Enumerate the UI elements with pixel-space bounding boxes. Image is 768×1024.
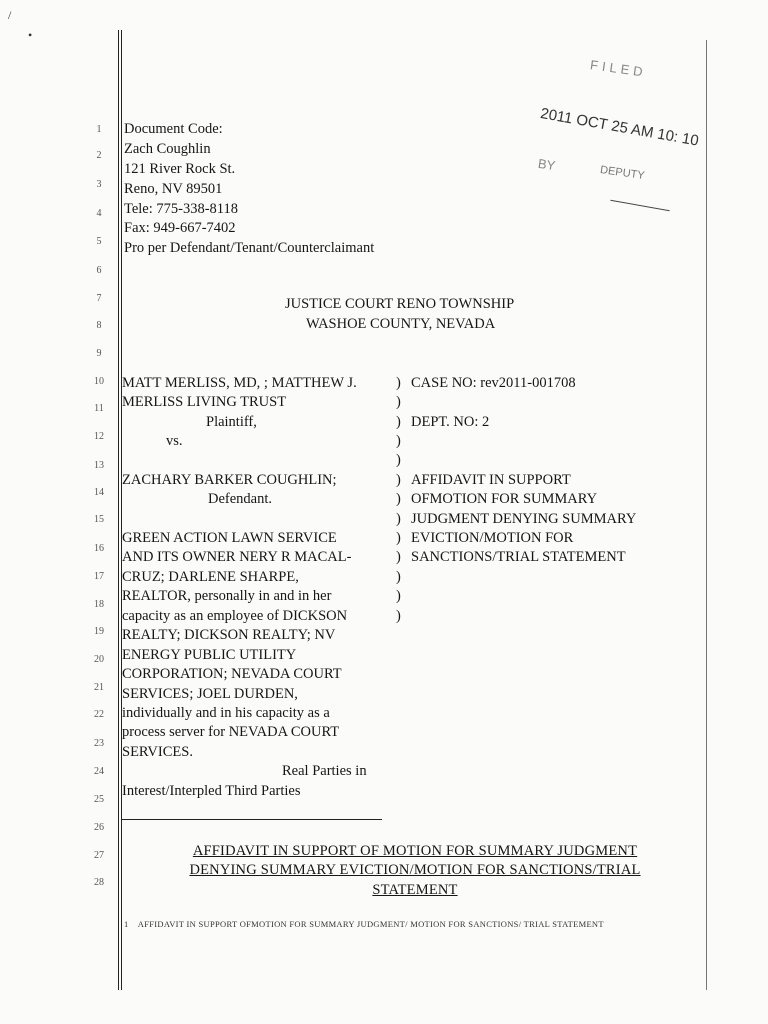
left-margin-rule [118,30,119,990]
dept-number: DEPT. NO: 2 [411,414,490,430]
stray-dot: • [28,28,33,42]
court-name: JUSTICE COURT RENO TOWNSHIP [285,296,515,312]
left-margin-rule-2 [121,30,122,990]
header-line: Zach Coughlin [124,141,211,157]
paren: ) [396,472,401,488]
line-number: 9 [96,348,102,359]
line-number: 3 [96,179,102,190]
paren: ) [396,452,401,468]
paren: ) [396,491,401,507]
line-number: 17 [94,571,104,582]
line-number: 7 [96,293,102,304]
party-line: Plaintiff, [206,414,257,430]
line-number: 20 [94,654,104,665]
party-line: CORPORATION; NEVADA COURT [122,666,342,682]
paren: ) [396,394,401,410]
paren: ) [396,414,401,430]
party-line: SERVICES; JOEL DURDEN, [122,686,298,702]
document-title-line-2: DENYING SUMMARY EVICTION/MOTION FOR SANCTIONS/TRIAL [189,862,641,878]
document-title-line: AFFIDAVIT IN SUPPORT [411,472,571,488]
line-number: 19 [94,626,104,637]
stray-mark: / [8,8,12,22]
paren: ) [396,588,401,604]
page-footer [124,918,704,930]
line-number: 16 [94,543,104,554]
line-number: 12 [94,431,104,442]
document-title-line-1: AFFIDAVIT IN SUPPORT OF MOTION FOR SUMMARY JUDGMENT [192,843,638,859]
party-line: vs. [166,433,183,449]
line-number: 8 [96,320,102,331]
party-line: capacity as an employee of DICKSON [122,608,348,624]
party-line: GREEN ACTION LAWN SERVICE [122,530,337,546]
footer-text: AFFIDAVIT IN SUPPORT OFMOTION FOR SUMMARY JUDGMENT/ MOTION FOR SANCTIONS/ TRIAL STATEMENT [137,919,604,929]
line-number: 15 [94,514,104,525]
paren: ) [396,549,401,565]
document-title-line: SANCTIONS/TRIAL STATEMENT [411,549,626,565]
stamp-filed-text: FILED [589,57,648,80]
header-line: Fax: 949-667-7402 [124,220,236,236]
stamp-by-text: BY [537,155,557,174]
line-number: 10 [94,376,104,387]
stamp-date: 2011 OCT 25 AM 10: 10 [539,105,700,150]
paren: ) [396,608,401,624]
paren: ) [396,375,401,391]
line-number: 21 [94,682,104,693]
stamp-underline [610,200,669,211]
header-line: Document Code: [124,121,223,137]
line-number: 25 [94,794,104,805]
paren: ) [396,511,401,527]
line-number: 14 [94,487,104,498]
case-number: CASE NO: rev2011-001708 [411,375,576,391]
party-line: ENERGY PUBLIC UTILITY [122,647,297,663]
line-number: 22 [94,709,104,720]
line-number: 11 [94,403,104,414]
line-number: 24 [94,766,104,777]
line-number: 27 [94,850,104,861]
party-line: REALTY; DICKSON REALTY; NV [122,627,336,643]
party-line: CRUZ; DARLENE SHARPE, [122,569,299,585]
line-number: 28 [94,877,104,888]
line-number: 6 [96,265,102,276]
paren: ) [396,530,401,546]
caption-bottom-rule [122,819,382,820]
document-title-line: JUDGMENT DENYING SUMMARY [411,511,637,527]
paren: ) [396,569,401,585]
line-number: 5 [96,236,102,247]
line-number: 2 [96,150,102,161]
party-line: MATT MERLISS, MD, ; MATTHEW J. [122,375,357,391]
header-line: 121 River Rock St. [124,161,236,177]
party-line: ZACHARY BARKER COUGHLIN; [122,472,337,488]
party-line: Real Parties in [282,763,367,779]
court-county: WASHOE COUNTY, NEVADA [306,316,496,332]
line-number: 1 [96,124,102,135]
line-number: 26 [94,822,104,833]
line-number: 4 [96,208,102,219]
footer-page-number: 1 [124,919,129,929]
header-line: Tele: 775-338-8118 [124,201,239,217]
header-line: Pro per Defendant/Tenant/Counterclaimant [124,240,375,256]
party-line: MERLISS LIVING TRUST [122,394,287,410]
document-title-line-3: STATEMENT [372,882,458,898]
party-line: Defendant. [208,491,273,507]
party-line: SERVICES. [122,744,193,760]
line-number: 13 [94,460,104,471]
party-line: process server for NEVADA COURT [122,724,340,740]
document-title-line: EVICTION/MOTION FOR [411,530,574,546]
party-line: individually and in his capacity as a [122,705,330,721]
line-number: 23 [94,738,104,749]
party-line: REALTOR, personally in and in her [122,588,332,604]
paren: ) [396,433,401,449]
line-number: 18 [94,599,104,610]
header-line: Reno, NV 89501 [124,181,223,197]
document-title-line: OFMOTION FOR SUMMARY [411,491,598,507]
stamp-clerk-text: DEPUTY [599,163,646,183]
filed-stamp [530,55,710,215]
party-line: Interest/Interpled Third Parties [122,783,301,799]
party-line: AND ITS OWNER NERY R MACAL- [122,549,352,565]
